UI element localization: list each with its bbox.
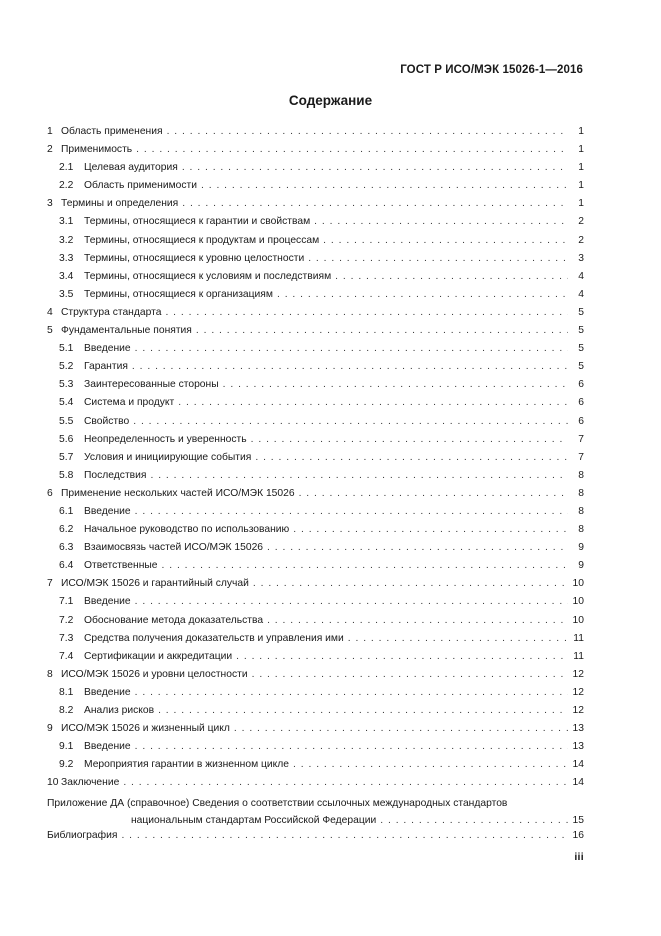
toc-entry-number: 8 xyxy=(47,668,53,680)
leader-dots xyxy=(253,578,568,589)
toc-entry-page: 10 xyxy=(572,614,584,626)
toc-entry-title: Начальное руководство по использованию xyxy=(84,524,290,536)
toc-entry-page: 10 xyxy=(572,578,584,590)
toc-entry-page: 8 xyxy=(578,524,584,536)
toc-entry[interactable] xyxy=(47,452,584,470)
toc-entry-page: 10 xyxy=(572,596,584,608)
toc-entry-number: 6.4 xyxy=(59,560,74,572)
toc-entry-title: Применение нескольких частей ИСО/МЭК 15026 xyxy=(61,487,295,499)
leader-dots xyxy=(293,759,568,770)
toc-entry[interactable] xyxy=(47,705,584,723)
toc-entry-page: 7 xyxy=(578,433,584,445)
toc-entry-title: Средства получения доказательств и управления ими xyxy=(84,632,344,644)
toc-entry-title: Обоснование метода доказательства xyxy=(84,614,264,626)
toc-entry[interactable] xyxy=(47,198,584,216)
toc-entry-page: 1 xyxy=(578,126,584,137)
toc-entry-number: 5.6 xyxy=(59,433,74,445)
leader-dots xyxy=(335,271,568,282)
toc-entry-page: 5 xyxy=(578,343,584,355)
toc-entry-page: 11 xyxy=(573,632,584,644)
toc-entry[interactable] xyxy=(47,633,584,651)
toc-entry-number: 4 xyxy=(47,306,53,318)
toc-entry-number: 7.4 xyxy=(59,650,74,662)
toc-entry-number: 7.3 xyxy=(59,632,74,644)
leader-dots xyxy=(135,596,568,607)
toc-entry-page: 4 xyxy=(578,270,584,282)
toc-entry-title: Введение xyxy=(84,505,131,517)
toc-entry[interactable] xyxy=(47,615,584,633)
toc-entry-title: Введение xyxy=(84,686,131,698)
toc-entry-number: 3.3 xyxy=(59,252,74,264)
toc-entry[interactable] xyxy=(47,307,584,325)
toc-entry[interactable] xyxy=(47,289,584,307)
toc-entry-number: 3.4 xyxy=(59,270,74,282)
toc-entry-title: Целевая аудитория xyxy=(84,162,178,174)
toc-entry[interactable] xyxy=(47,434,584,452)
toc-entry-number: 2.2 xyxy=(59,180,74,192)
toc-entry-number: 7.1 xyxy=(59,596,74,608)
leader-dots xyxy=(150,470,568,481)
toc-entry-title: Гарантия xyxy=(84,361,128,373)
toc-entry-number: 1 xyxy=(47,126,53,137)
toc-entry[interactable] xyxy=(47,542,584,560)
toc-entry-page: 6 xyxy=(578,397,584,409)
toc-entry-number: 5.1 xyxy=(59,343,74,355)
bibliography-page: 16 xyxy=(572,830,584,842)
toc-entry[interactable] xyxy=(47,397,584,415)
toc-entry[interactable] xyxy=(47,506,584,524)
toc-entry-number: 7 xyxy=(47,578,53,590)
leader-dots xyxy=(314,216,568,227)
toc-entry-number: 5.7 xyxy=(59,451,74,463)
toc-entry-number: 3.5 xyxy=(59,288,74,300)
toc-entry-number: 5.5 xyxy=(59,415,74,427)
toc-entry-number: 3.1 xyxy=(59,216,74,228)
toc-entry-number: 5.4 xyxy=(59,397,74,409)
leader-dots xyxy=(135,687,568,698)
toc-entry[interactable] xyxy=(47,560,584,578)
toc-entry-page: 12 xyxy=(572,668,584,680)
toc-entry[interactable] xyxy=(47,416,584,434)
toc-entry-page: 2 xyxy=(578,216,584,228)
toc-entry-title: Термины, относящиеся к организациям xyxy=(84,288,273,300)
leader-dots xyxy=(132,361,568,372)
toc-entry-page: 11 xyxy=(573,650,584,662)
toc-entry[interactable] xyxy=(47,361,584,379)
leader-dots xyxy=(323,235,568,246)
toc-entry-page: 5 xyxy=(578,361,584,373)
toc-entry-number: 3.2 xyxy=(59,234,74,246)
leader-dots xyxy=(196,325,568,336)
toc-entry-title: Взаимосвязь частей ИСО/МЭК 15026 xyxy=(84,542,264,554)
toc-entry-number: 5.8 xyxy=(59,469,74,481)
leader-dots xyxy=(252,669,568,680)
toc-entry-title: Система и продукт xyxy=(84,397,175,409)
toc-entry-title: ИСО/МЭК 15026 и гарантийный случай xyxy=(61,578,249,590)
leader-dots xyxy=(255,452,568,463)
toc-entry-number: 9 xyxy=(47,723,53,735)
toc-entry-title: Применимость xyxy=(61,144,133,156)
leader-dots xyxy=(277,289,568,300)
toc-entry-page: 12 xyxy=(572,705,584,716)
toc-entry-page: 5 xyxy=(578,325,584,337)
toc-entry-page: 2 xyxy=(578,234,584,246)
toc-entry[interactable] xyxy=(47,180,584,198)
toc-entry[interactable] xyxy=(47,488,584,506)
toc-entry-page: 8 xyxy=(578,469,584,481)
toc-entry-title: Введение xyxy=(84,596,131,608)
toc-entry-page: 5 xyxy=(578,306,584,318)
toc-entry-page: 1 xyxy=(578,198,584,210)
toc-entry-title: ИСО/МЭК 15026 и жизненный цикл xyxy=(61,723,230,735)
toc-annex-entry[interactable] xyxy=(47,795,584,830)
toc-entry-page: 14 xyxy=(572,759,584,771)
toc-entry[interactable] xyxy=(47,578,584,596)
toc-entry-title: Неопределенность и уверенность xyxy=(84,433,247,445)
leader-dots xyxy=(267,615,568,626)
document-header: ГОСТ Р ИСО/МЭК 15026-1—2016 xyxy=(400,64,583,76)
toc-entry[interactable] xyxy=(47,162,584,180)
toc-entry[interactable] xyxy=(47,343,584,361)
toc-entry[interactable] xyxy=(47,144,584,162)
toc-entry[interactable] xyxy=(47,235,584,253)
toc-entry[interactable] xyxy=(47,741,584,759)
toc-entry[interactable] xyxy=(47,687,584,705)
toc-entry-page: 13 xyxy=(572,741,584,753)
toc-entry-title: Область применимости xyxy=(84,180,197,192)
leader-dots xyxy=(136,144,568,155)
annex-title-line2: национальным стандартам Российской Федерации xyxy=(131,815,377,827)
toc-entry-title: Ответственные xyxy=(84,560,158,572)
toc-entry-number: 6 xyxy=(47,487,53,499)
toc-entry-title: Введение xyxy=(84,343,131,355)
page-title: Содержание xyxy=(288,93,373,108)
leader-dots xyxy=(348,633,568,644)
toc-entry[interactable] xyxy=(47,723,584,741)
toc-entry-number: 3 xyxy=(47,198,53,210)
toc-entry-number: 8.2 xyxy=(59,705,74,716)
toc-entry-page: 1 xyxy=(578,144,584,156)
toc-entry-page: 7 xyxy=(578,451,584,463)
toc-entry-title: Условия и инициирующие события xyxy=(84,451,252,463)
toc-entry[interactable] xyxy=(47,325,584,343)
annex-title-line1: Приложение ДА (справочное) Сведения о соответствии ссылочных международных стандартов xyxy=(47,798,508,810)
toc-entry-page: 8 xyxy=(578,505,584,517)
leader-dots xyxy=(135,343,568,354)
toc-entry-title: Введение xyxy=(84,741,131,753)
toc-entry-page: 3 xyxy=(578,252,584,264)
leader-dots xyxy=(380,812,568,829)
toc-entry-title: Структура стандарта xyxy=(61,306,162,318)
leader-dots xyxy=(135,741,568,752)
toc-entry[interactable] xyxy=(47,253,584,271)
toc-entry-title: ИСО/МЭК 15026 и уровни целостности xyxy=(61,668,248,680)
leader-dots xyxy=(135,506,568,517)
leader-dots xyxy=(165,307,568,318)
leader-dots xyxy=(178,397,568,408)
table-of-contents xyxy=(47,126,584,848)
toc-entry[interactable] xyxy=(47,759,584,777)
toc-entry-page: 9 xyxy=(578,560,584,572)
toc-entry-title: Заинтересованные стороны xyxy=(84,379,219,391)
toc-entry-page: 14 xyxy=(572,777,584,789)
toc-entry-page: 6 xyxy=(578,415,584,427)
leader-dots xyxy=(121,830,568,841)
toc-entry-title: Термины, относящиеся к гарантии и свойствам xyxy=(84,216,311,228)
leader-dots xyxy=(123,777,568,788)
toc-entry-number: 2.1 xyxy=(59,162,74,174)
toc-entry-number: 7.2 xyxy=(59,614,74,626)
leader-dots xyxy=(162,560,568,571)
toc-entry[interactable] xyxy=(47,651,584,669)
leader-dots xyxy=(182,162,568,173)
leader-dots xyxy=(293,524,568,535)
toc-entry-title: Мероприятия гарантии в жизненном цикле xyxy=(84,759,290,771)
toc-entry[interactable] xyxy=(47,669,584,687)
toc-entry-number: 9.1 xyxy=(59,741,74,753)
toc-entry-page: 1 xyxy=(578,162,584,174)
toc-entry-page: 13 xyxy=(572,723,584,735)
toc-entry-page: 9 xyxy=(578,542,584,554)
toc-entry-title: Фундаментальные понятия xyxy=(61,325,192,337)
toc-entry-number: 6.1 xyxy=(59,505,74,517)
toc-entry-title: Заключение xyxy=(61,777,120,789)
toc-entry-page: 1 xyxy=(578,180,584,192)
toc-entry[interactable] xyxy=(47,470,584,488)
toc-entry-title: Область применения xyxy=(61,126,163,137)
toc-entry-title: Термины и определения xyxy=(61,198,179,210)
toc-entry-title: Термины, относящиеся к условиям и последствиям xyxy=(84,270,332,282)
toc-entry[interactable] xyxy=(47,596,584,614)
leader-dots xyxy=(267,542,568,553)
leader-dots xyxy=(251,434,568,445)
page-number: iii xyxy=(574,851,584,863)
toc-entry-title: Сертификации и аккредитации xyxy=(84,650,233,662)
toc-entry-title: Термины, относящиеся к уровню целостности xyxy=(84,252,305,264)
toc-entry-page: 12 xyxy=(572,686,584,698)
leader-dots xyxy=(223,379,568,390)
leader-dots xyxy=(133,416,568,427)
toc-entry-page: 6 xyxy=(578,379,584,391)
toc-entry-number: 5.2 xyxy=(59,361,74,373)
toc-entry-number: 5 xyxy=(47,325,53,337)
leader-dots xyxy=(234,723,568,734)
annex-page: 15 xyxy=(572,815,584,827)
toc-entry-page: 4 xyxy=(578,288,584,300)
toc-entry-title: Свойство xyxy=(84,415,130,427)
toc-entry[interactable] xyxy=(47,379,584,397)
leader-dots xyxy=(158,705,568,716)
toc-entry-page: 8 xyxy=(578,487,584,499)
leader-dots xyxy=(167,126,568,137)
toc-entry-title: Термины, относящиеся к продуктам и процессам xyxy=(84,234,320,246)
leader-dots xyxy=(201,180,568,191)
toc-entry-title: Последствия xyxy=(84,469,147,481)
toc-entry[interactable] xyxy=(47,126,584,144)
toc-entry-number: 9.2 xyxy=(59,759,74,771)
toc-entry-number: 2 xyxy=(47,144,53,156)
leader-dots xyxy=(308,253,568,264)
toc-entry-number: 5.3 xyxy=(59,379,74,391)
toc-entry-number: 6.3 xyxy=(59,542,74,554)
leader-dots xyxy=(182,198,568,209)
toc-entry[interactable] xyxy=(47,524,584,542)
toc-entry[interactable] xyxy=(47,271,584,289)
leader-dots xyxy=(299,488,568,499)
bibliography-title: Библиография xyxy=(47,830,118,842)
toc-entry[interactable] xyxy=(47,216,584,234)
toc-entry-number: 10 xyxy=(47,777,59,789)
toc-entry-title: Анализ рисков xyxy=(84,705,155,716)
toc-entry-number: 6.2 xyxy=(59,524,74,536)
leader-dots xyxy=(236,651,568,662)
toc-entry-number: 8.1 xyxy=(59,686,74,698)
toc-bibliography-entry[interactable] xyxy=(47,830,584,848)
toc-entry[interactable] xyxy=(47,777,584,795)
